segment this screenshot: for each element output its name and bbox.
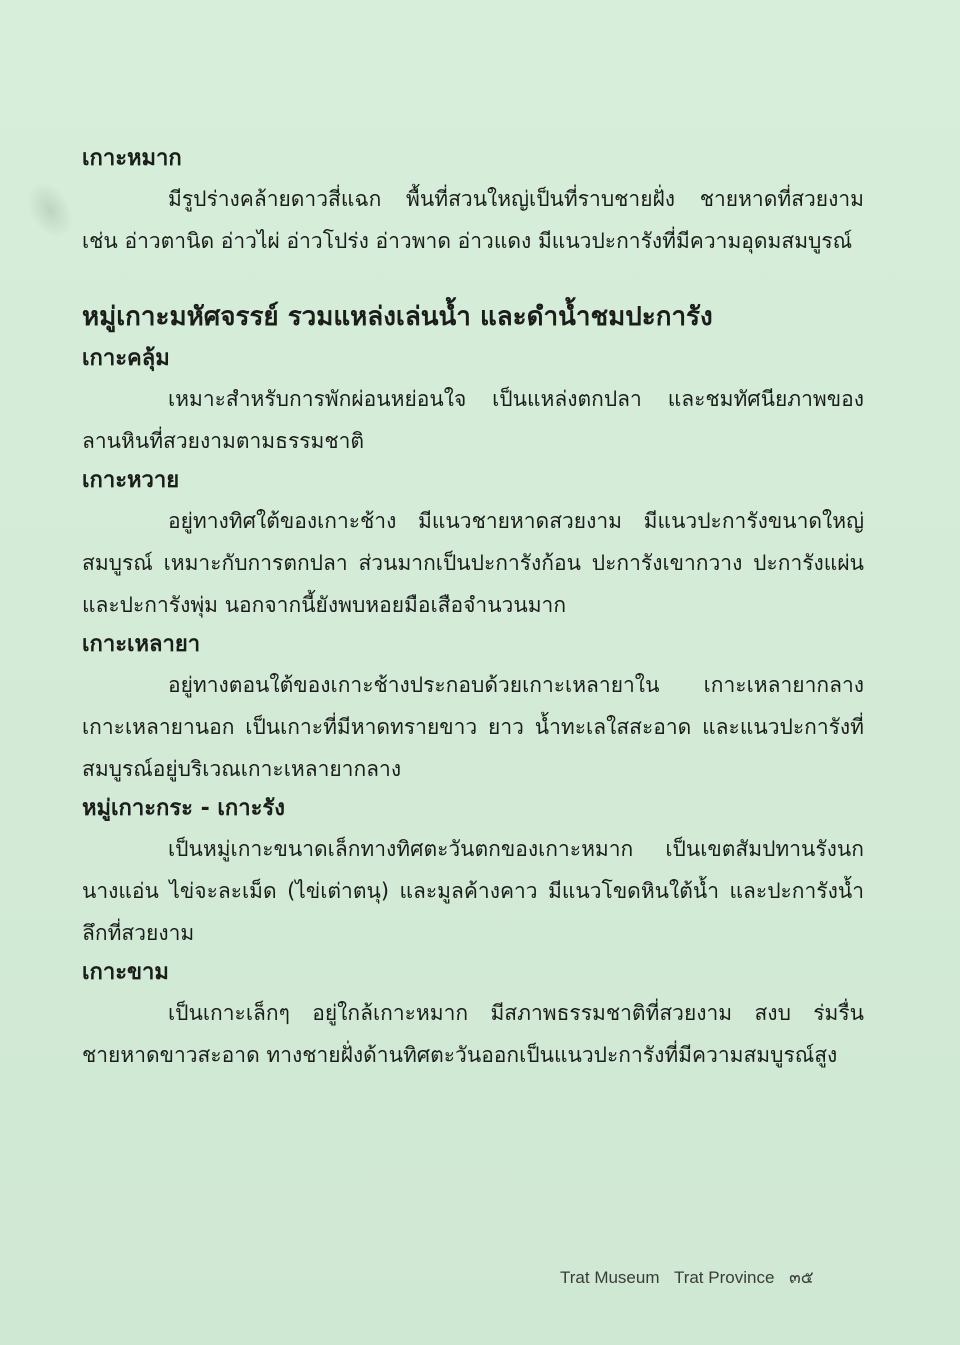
section-paragraph: อยู่ทางทิศใต้ของเกาะช้าง มีแนวชายหาดสวยงาม มีแนวปะการังขนาดใหญ่ สมบูรณ์ เหมาะกับการตกปลา ส่วนมากเป็นปะการังก้อน ปะการังเขากวาง ปะการังแผ่นและปะการังพุ่ม นอกจากนี้ยังพบหอยมือเสือจำนวนมาก — [82, 509, 864, 617]
section-paragraph: เหมาะสำหรับการพักผ่อนหย่อนใจ เป็นแหล่งตกปลา และชมทัศนียภาพของลานหินที่สวยงามตามธรรมชาติ — [82, 387, 864, 453]
footer-province: Trat Province — [673, 1268, 775, 1287]
section-heading: เกาะหวาย — [82, 468, 180, 493]
section-koh-mak — [82, 140, 864, 262]
section-koh-laoya — [82, 626, 864, 790]
section-koh-wai — [82, 462, 864, 626]
smudge-mark — [18, 174, 83, 246]
section-koh-khlum — [82, 340, 864, 462]
document-body — [82, 140, 864, 1076]
section-heading: หมู่เกาะกระ - เกาะรัง — [82, 796, 285, 821]
section-heading: เกาะเหลายา — [82, 632, 201, 657]
section-koh-kham — [82, 954, 864, 1076]
footer-museum: Trat Museum — [560, 1268, 660, 1287]
group-title: หมู่เกาะมหัศจรรย์ รวมแหล่งเล่นน้ำ และดำน้ำชมปะการัง — [82, 302, 713, 332]
section-koh-kra-koh-rang — [82, 790, 864, 954]
section-paragraph: เป็นหมู่เกาะขนาดเล็กทางทิศตะวันตกของเกาะหมาก เป็นเขตสัมปทานรังนกนางแอ่น ไข่จะละเม็ด (ไข่เต่าตนุ) และมูลค้างคาว มีแนวโขดหินใต้น้ำ และปะการังน้ำลึกที่สวยงาม — [82, 837, 864, 945]
section-heading: เกาะหมาก — [82, 146, 182, 171]
section-paragraph: อยู่ทางตอนใต้ของเกาะช้างประกอบด้วยเกาะเหลายาใน เกาะเหลายากลาง เกาะเหลายานอก เป็นเกาะที่มีหาดทรายขาว ยาว น้ำทะเลใสสะอาด และแนวปะการังที่สมบูรณ์อยู่บริเวณเกาะเหลายากลาง — [82, 673, 864, 781]
page-number: ๓๕ — [789, 1268, 814, 1287]
page-footer — [560, 1264, 870, 1291]
section-heading: เกาะคลุ้ม — [82, 346, 170, 371]
section-paragraph: เป็นเกาะเล็กๆ อยู่ใกล้เกาะหมาก มีสภาพธรรมชาติที่สวยงาม สงบ ร่มรื่น ชายหาดขาวสะอาด ทางชายฝั่งด้านทิศตะวันออกเป็นแนวปะการังที่มีความสมบูรณ์สูง — [82, 1001, 864, 1067]
section-heading: เกาะขาม — [82, 960, 169, 985]
section-paragraph: มีรูปร่างคล้ายดาวสี่แฉก พื้นที่สวนใหญ่เป็นที่ราบชายฝั่ง ชายหาดที่สวยงาม เช่น อ่าวตานิด อ่าวไผ่ อ่าวโปร่ง อ่าวพาด อ่าวแดง มีแนวปะการังที่มีความอุดมสมบูรณ์ — [82, 187, 864, 253]
